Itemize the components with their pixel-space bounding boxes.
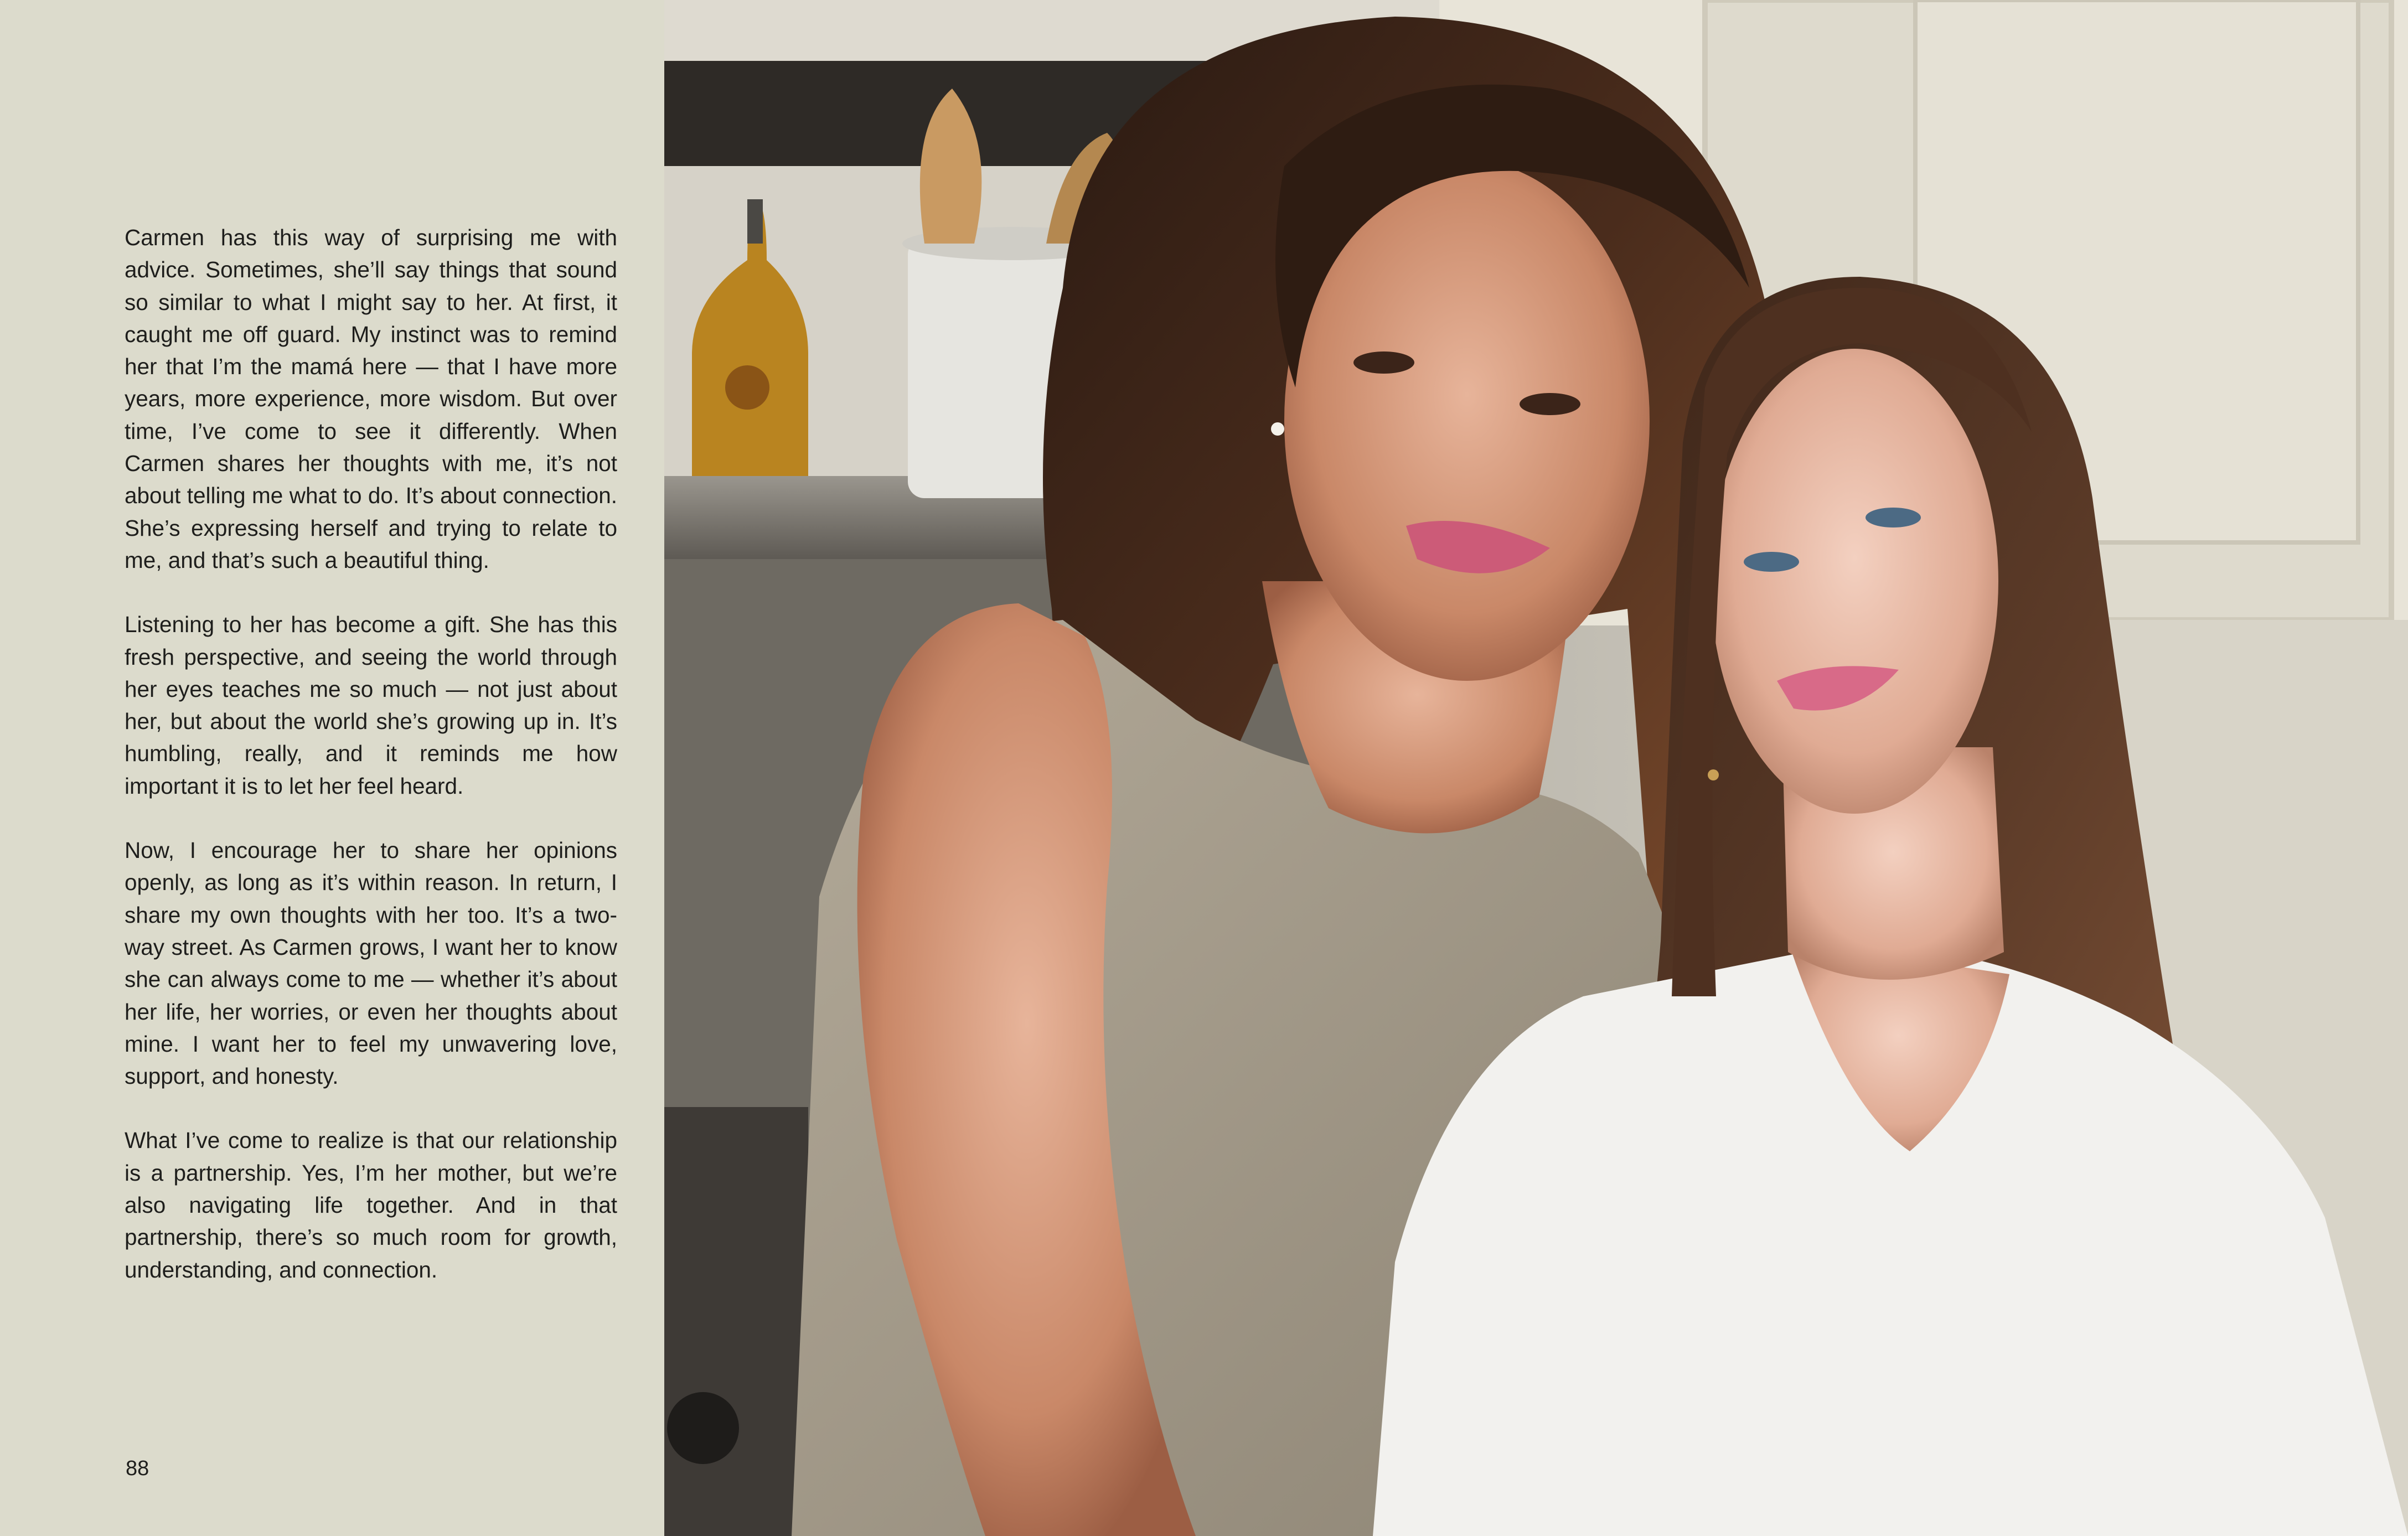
- photo-mother-daughter-kitchen: [664, 0, 2408, 1536]
- paragraph-2: Listening to her has become a gift. She has this fresh perspective, and seeing the world through her eyes teaches me so much — not just about her, but about the world she’s growing up in. It’s humbling, really, and it reminds me how important it is to let her feel heard.: [125, 612, 617, 799]
- body-text: [125, 221, 617, 1318]
- paragraph-3: Now, I encourage her to share her opinions openly, as long as it’s within reason. In return, I share my own thoughts with her too. It’s a two-way street. As Carmen grows, I want her to know she can always come to me — whether it’s about her life, her worries, or even her thoughts about mine. I want her to feel my unwavering love, support, and honesty.: [125, 837, 617, 1089]
- page-number: 88: [126, 1457, 149, 1480]
- paragraph-4: What I’ve come to realize is that our relationship is a partnership. Yes, I’m her mother, but we’re also navigating life together. And in that partnership, there’s so much room for growth, understanding, and connection.: [125, 1128, 617, 1282]
- text-panel: [0, 0, 664, 1536]
- paragraph-1: Carmen has this way of surprising me with advice. Sometimes, she’ll say things that sound so similar to what I might say to her. At first, it caught me off guard. My instinct was to remind her that I’m the mamá here — that I have more years, more experience, more wisdom. But over time, I’ve come to see it differently. When Carmen shares her thoughts with me, it’s not about telling me what to do. It’s about connection. She’s expressing herself and trying to relate to me, and that’s such a beautiful thing.: [125, 225, 617, 573]
